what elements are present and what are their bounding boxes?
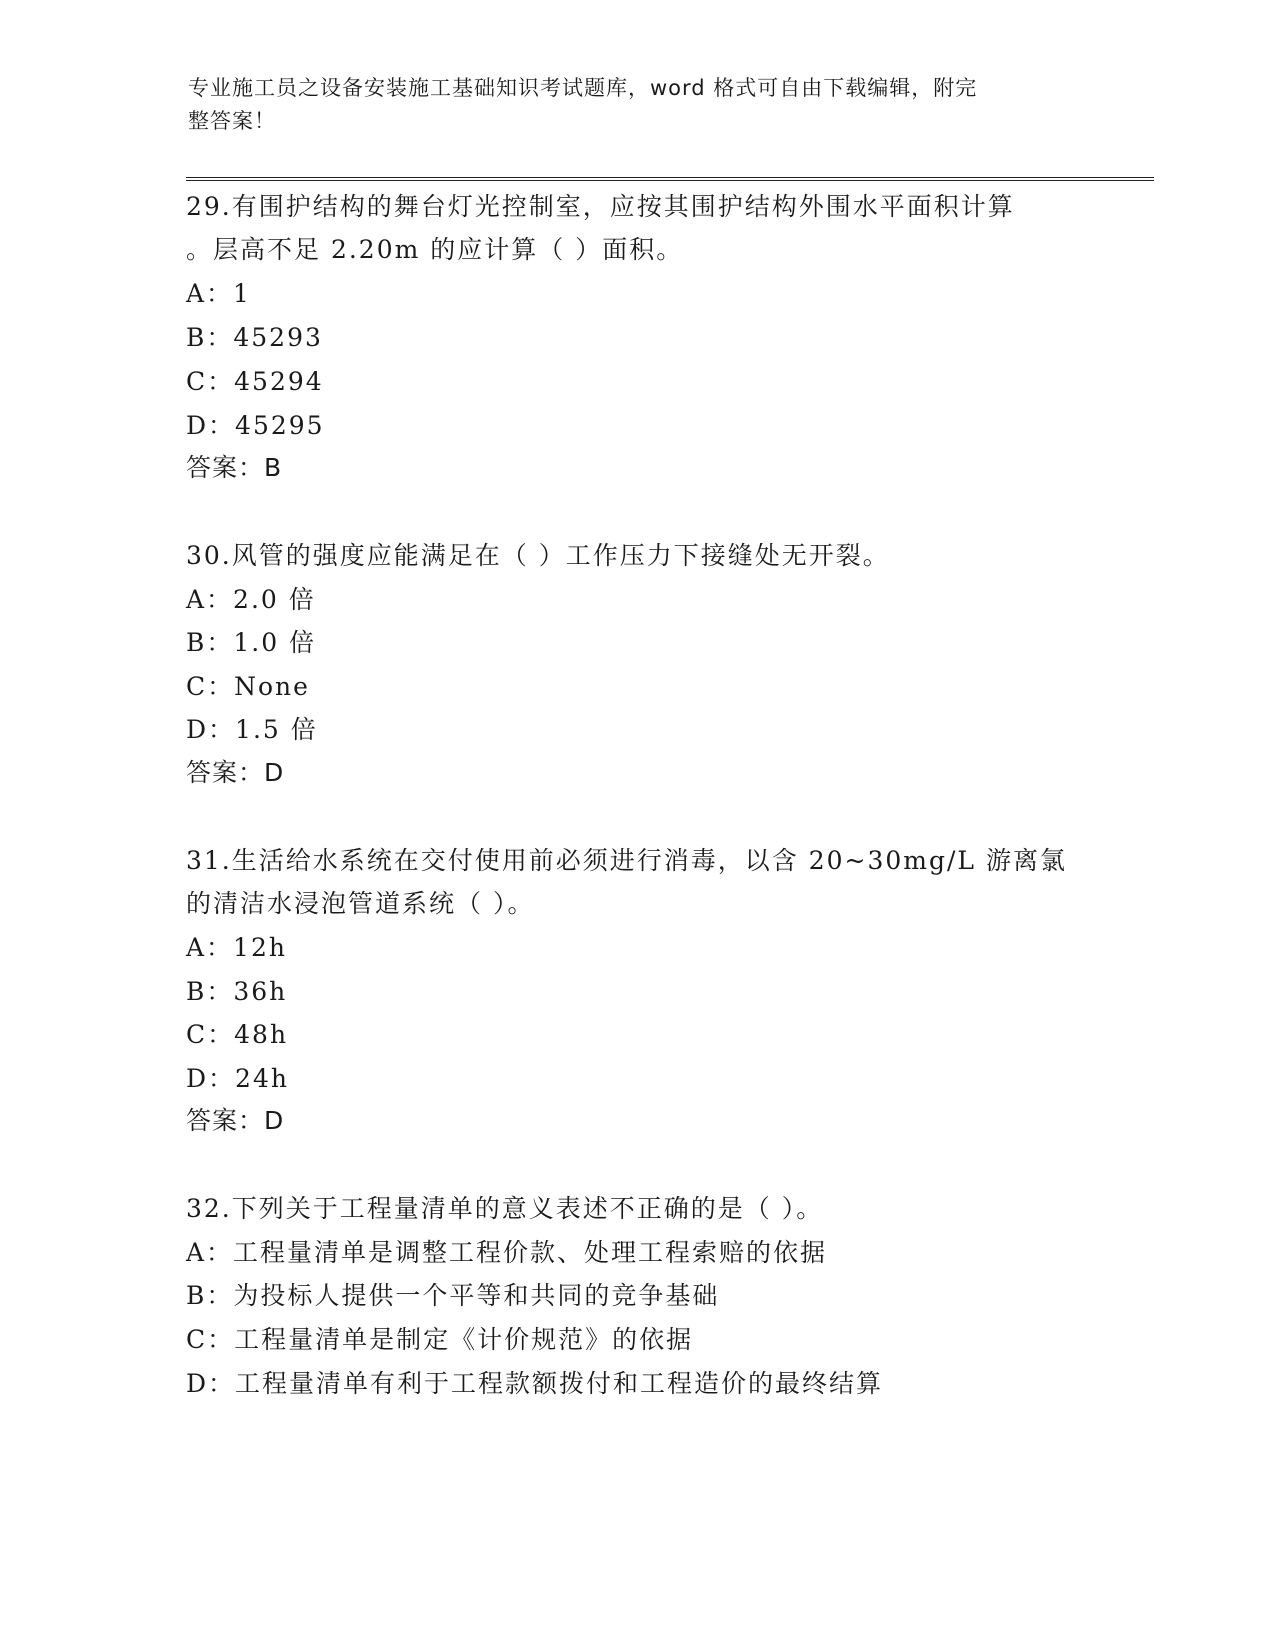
answer: 答案：D — [186, 1106, 285, 1135]
header-line-1: 专业施工员之设备安装施工基础知识考试题库，word 格式可自由下载编辑，附完 — [188, 76, 978, 100]
question-stem: 的清洁水浸泡管道系统（ ）。 — [186, 889, 535, 918]
question-stem: 30.风管的强度应能满足在（ ）工作压力下接缝处无开裂。 — [186, 541, 890, 570]
option-d: D：24h — [186, 1064, 289, 1093]
question-stem: 。层高不足 2.20m 的应计算（ ）面积。 — [186, 235, 684, 264]
option-c: C：工程量清单是制定《计价规范》的依据 — [186, 1325, 694, 1354]
option-d: D：1.5 倍 — [186, 715, 318, 744]
option-a: A：12h — [186, 933, 287, 962]
option-d: D：工程量清单有利于工程款额拨付和工程造价的最终结算 — [186, 1369, 884, 1398]
option-a: A：2.0 倍 — [186, 585, 316, 614]
question-stem: 32.下列关于工程量清单的意义表述不正确的是（ ）。 — [186, 1194, 824, 1223]
question-stem: 29.有围护结构的舞台灯光控制室，应按其围护结构外围水平面积计算 — [186, 192, 1015, 221]
document-header — [188, 72, 1068, 138]
header-divider — [186, 177, 1154, 181]
option-c: C：45294 — [186, 367, 324, 396]
option-b: B：45293 — [186, 323, 323, 352]
option-a: A：工程量清单是调整工程价款、处理工程索赔的依据 — [186, 1238, 828, 1267]
question-stem: 31.生活给水系统在交付使用前必须进行消毒，以含 20~30mg/L 游离氯 — [186, 846, 1067, 875]
option-c: C：None — [186, 672, 310, 701]
answer: 答案：B — [186, 453, 283, 482]
option-b: B：36h — [186, 977, 288, 1006]
option-b: B：为投标人提供一个平等和共同的竞争基础 — [186, 1281, 720, 1310]
option-b: B：1.0 倍 — [186, 628, 317, 657]
option-a: A：1 — [186, 279, 251, 308]
header-line-2: 整答案！ — [188, 109, 276, 133]
option-c: C：48h — [186, 1020, 289, 1049]
option-d: D：45295 — [186, 411, 325, 440]
answer: 答案：D — [186, 758, 285, 787]
